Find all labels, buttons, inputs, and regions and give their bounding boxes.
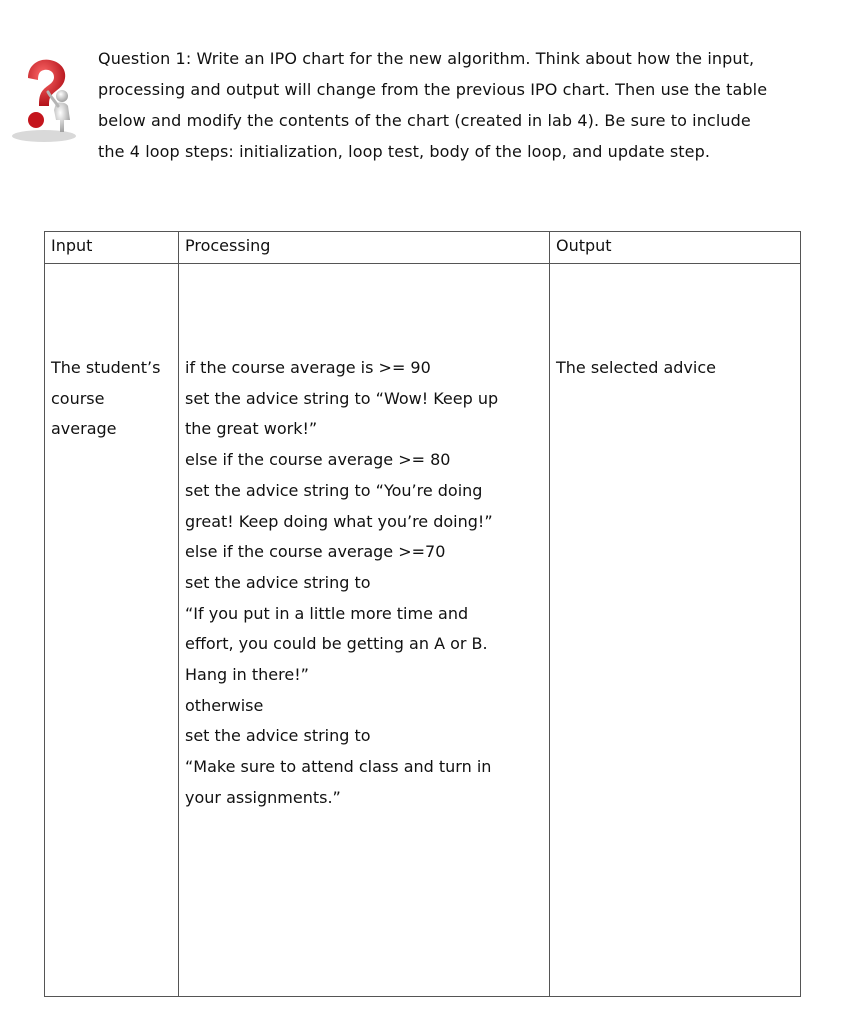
processing-line: set the advice string to	[185, 572, 371, 592]
ipo-chart-table	[44, 231, 801, 997]
processing-line: the great work!”	[185, 419, 318, 439]
header-processing: Processing	[179, 232, 550, 264]
processing-line: your assignments.”	[185, 787, 341, 807]
table-body-row	[45, 264, 801, 997]
processing-line: otherwise	[185, 695, 264, 715]
processing-line: Hang in there!”	[185, 665, 309, 685]
processing-line: else if the course average >= 80	[185, 450, 451, 470]
processing-lines	[185, 353, 543, 814]
question-mark-figure-icon	[10, 56, 78, 144]
question-line: below and modify the contents of the chart (created in lab 4). Be sure to include	[98, 111, 751, 130]
question-line: processing and output will change from the previous IPO chart. Then use the table	[98, 80, 768, 99]
processing-line: set the advice string to	[185, 726, 371, 746]
question-line: Question 1: Write an IPO chart for the new algorithm. Think about how the input,	[98, 49, 755, 68]
processing-line: “If you put in a little more time and	[185, 603, 469, 623]
processing-line: effort, you could be getting an A or B.	[185, 634, 488, 654]
processing-line: set the advice string to “Wow! Keep up	[185, 388, 499, 408]
question-mark-figure-svg	[10, 56, 78, 144]
input-line: course	[51, 388, 105, 408]
processing-cell	[179, 264, 550, 997]
output-cell	[550, 264, 801, 997]
table-header-row	[45, 232, 801, 264]
processing-line: else if the course average >=70	[185, 542, 446, 562]
input-cell	[45, 264, 179, 997]
header-output: Output	[550, 232, 801, 264]
input-lines	[51, 353, 172, 445]
processing-line: great! Keep doing what you’re doing!”	[185, 511, 493, 531]
question-text	[98, 43, 818, 167]
output-lines	[556, 353, 794, 384]
output-line: The selected advice	[556, 358, 716, 377]
input-line: average	[51, 419, 117, 439]
processing-line: “Make sure to attend class and turn in	[185, 757, 492, 777]
header-input: Input	[45, 232, 179, 264]
processing-line: if the course average is >= 90	[185, 358, 431, 377]
processing-line: set the advice string to “You’re doing	[185, 480, 483, 500]
input-line: The student’s	[51, 358, 161, 377]
question-line: the 4 loop steps: initialization, loop test, body of the loop, and update step.	[98, 142, 711, 161]
